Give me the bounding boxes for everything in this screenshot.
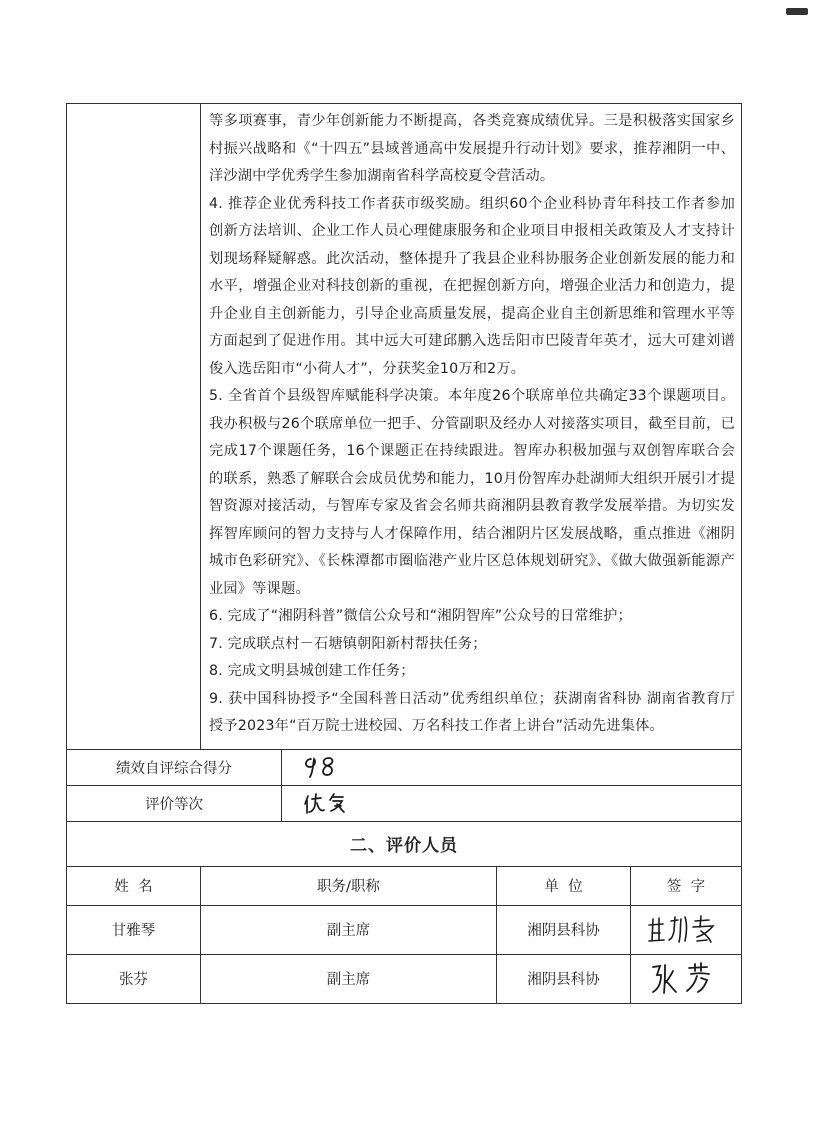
content-row: [67, 104, 742, 750]
signature-handwriting: [643, 911, 729, 949]
content-paragraph: 等多项赛事，青少年创新能力不断提高，各类竞赛成绩优异。三是积极落实国家乡村振兴战略和《“十四五”县域普通高中发展提升行动计划》要求，推荐湘阴一中、洋沙湖中学优秀学生参加湖南省科学高校夏令营活动。: [209, 113, 736, 184]
person-unit: 湘阴县科协: [497, 954, 631, 1003]
header-name: 姓 名: [67, 866, 201, 905]
header-unit: 单 位: [497, 866, 631, 905]
person-name: 张芬: [67, 954, 201, 1003]
content-paragraph: 7. 完成联点村－石塘镇朝阳新村帮扶任务；: [209, 635, 487, 652]
content-paragraph: 4. 推荐企业优秀科技工作者获市级奖励。组织60个企业科协青年科技工作者参加创新方法培训、企业工作人员心理健康服务和企业项目申报相关政策及人才支持计划现场释疑解惑。此次活动，整体提升了我县企业科协服务企业创新发展的能力和水平，增强企业对科技创新的重视，在把握创新方向，增强企业活力和创造力，提升企业自主创新能力，引导企业高质量发展，提高企业自主创新思维和管理水平等方面起到了促进作用。其中远大可建邱鹏入选岳阳市巴陵青年英才，远大可建刘谱俊入选岳阳市“小荷人才”，分获奖金10万和2万。: [209, 195, 736, 377]
header-signature: 签 字: [631, 866, 742, 905]
section2-title-row: [67, 821, 742, 866]
person-title: 副主席: [201, 905, 497, 954]
personnel-header-row: [67, 866, 742, 905]
evaluation-form-table: [66, 103, 742, 1004]
grade-row: [67, 785, 742, 821]
content-cell: [201, 104, 742, 750]
personnel-row: [67, 954, 742, 1003]
person-signature: [631, 954, 742, 1003]
grade-handwriting: [302, 790, 372, 816]
header-position: 职务/职称: [201, 866, 497, 905]
person-unit: 湘阴县科协: [497, 905, 631, 954]
content-paragraph: 8. 完成文明县城创建工作任务；: [209, 663, 415, 679]
signature-handwriting: [643, 959, 729, 999]
score-row: [67, 749, 742, 785]
person-title: 副主席: [201, 954, 497, 1003]
person-name: 甘雅琴: [67, 905, 201, 954]
scan-corner-mark: [786, 8, 808, 15]
score-value-handwritten: [282, 749, 742, 785]
score-handwriting: [302, 754, 362, 780]
score-label: 绩效自评综合得分: [67, 749, 282, 785]
grade-value-handwritten: [282, 785, 742, 821]
content-paragraph: 5. 全省首个县级智库赋能科学决策。本年度26个联席单位共确定33个课题项目。我办积极与26个联席单位一把手、分管副职及经办人对接落实项目，截至目前，已完成17个课题任务，16个课题正在持续跟进。智库办积极加强与双创智库联合会的联系，熟悉了解联合会成员优势和能力，10月份智库办赴湖师大组织开展引才提智资源对接活动，与智库专家及省会名师共商湘阴县教育教学发展举措。为切实发挥智库顾问的智力支持与人才保障作用，结合湘阴片区发展战略，重点推进《湘阴城市色彩研究》、《长株潭都市圈临港产业片区总体规划研究》、《做大做强新能源产业园》等课题。: [209, 388, 736, 597]
content-paragraph: 6. 完成了“湘阴科普”微信公众号和“湘阴智库”公众号的日常维护；: [209, 608, 632, 624]
personnel-row: [67, 905, 742, 954]
content-paragraph: 9. 获中国科协授予“全国科普日活动”优秀组织单位；获湖南省科协 湖南省教育厅授予2023年“百万院士进校园、万名科技工作者上讲台”活动先进集体。: [209, 690, 736, 734]
content-label-cell: [67, 104, 201, 750]
grade-label: 评价等次: [67, 785, 282, 821]
person-signature: [631, 905, 742, 954]
section2-title: 二、评价人员: [67, 821, 742, 866]
